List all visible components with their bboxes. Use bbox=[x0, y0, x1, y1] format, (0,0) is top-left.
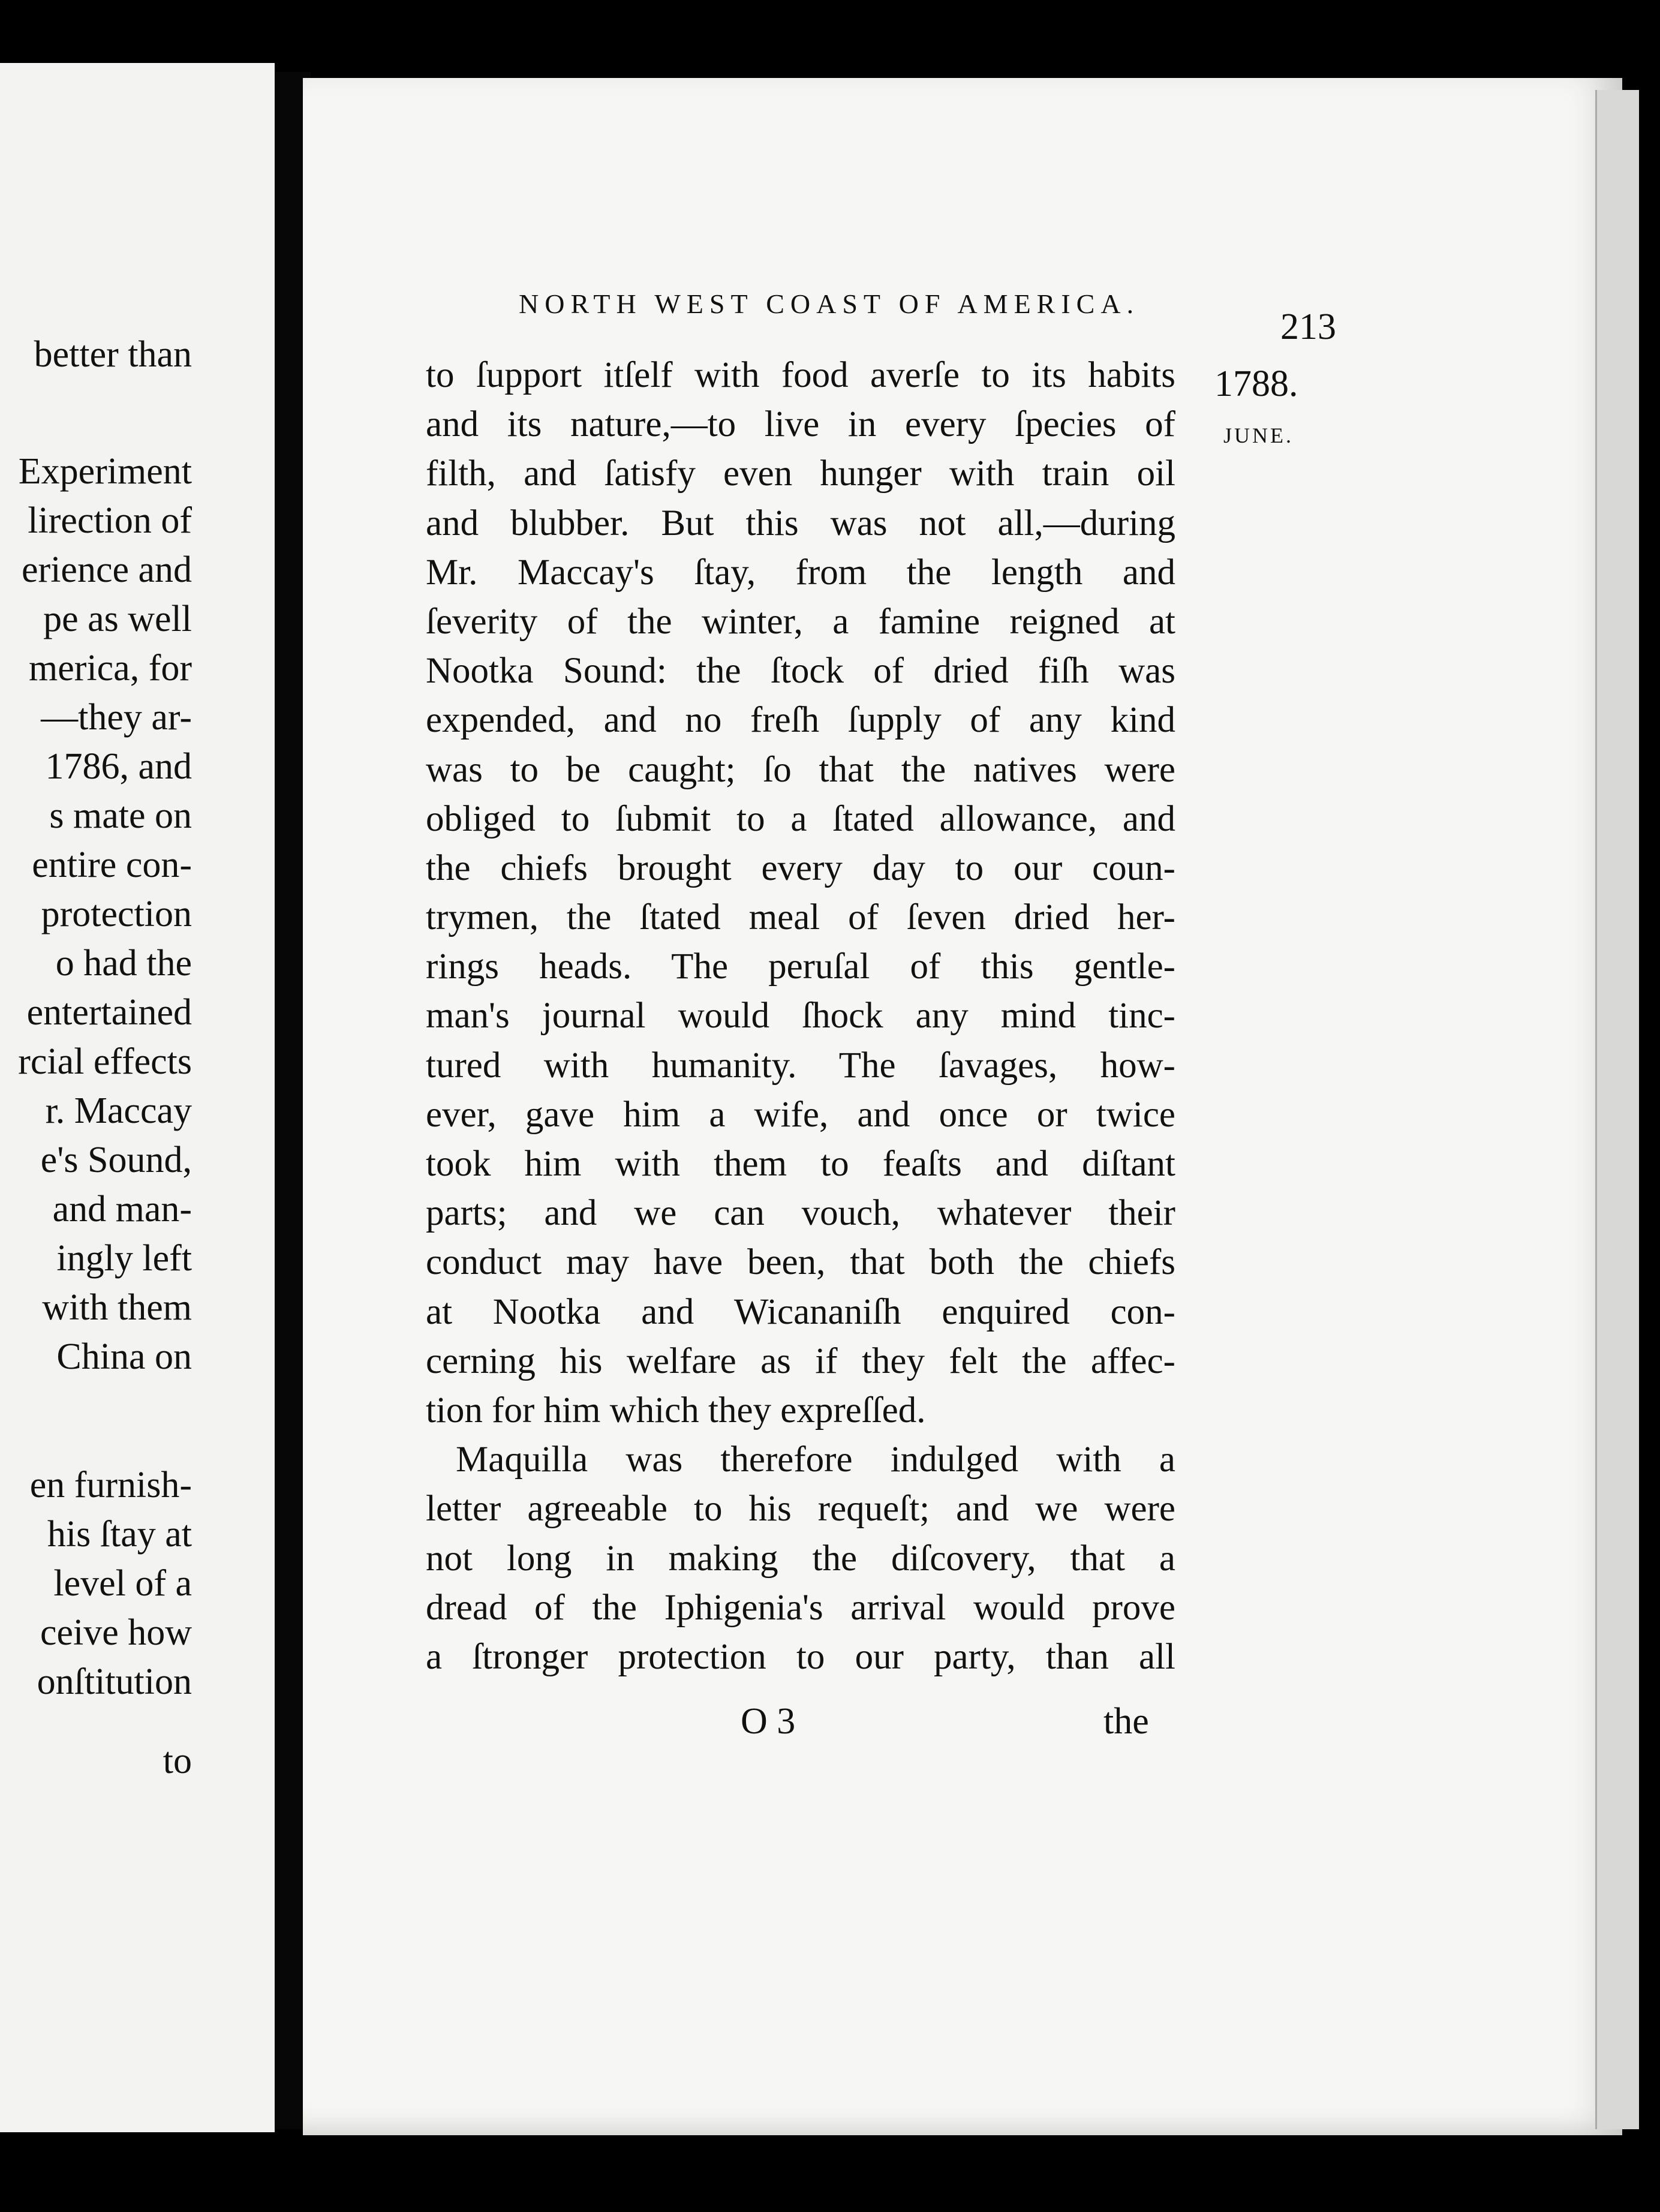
text-line: ever, gave him a wife, and once or twice bbox=[426, 1094, 1175, 1135]
left-line: protection bbox=[41, 894, 192, 934]
left-line: s mate on bbox=[49, 795, 192, 836]
left-line: pe as well bbox=[43, 599, 192, 639]
text-line: was to be caught; ſo that the natives were bbox=[426, 749, 1175, 790]
text-line: expended, and no freſh ſupply of any kind bbox=[426, 700, 1175, 741]
text-line: conduct may have been, that both the chiefs bbox=[426, 1242, 1175, 1283]
left-line: merica, for bbox=[29, 648, 192, 689]
left-line: ingly left bbox=[56, 1238, 192, 1279]
text-line: not long in making the diſcovery, that a bbox=[426, 1538, 1175, 1579]
catchword: the bbox=[1103, 1701, 1149, 1742]
left-line: his ſtay at bbox=[47, 1514, 192, 1555]
text-line: cerning his welfare as if they felt the affec- bbox=[426, 1341, 1175, 1381]
left-line: China on bbox=[56, 1336, 192, 1377]
text-line: to ſupport itſelf with food averſe to its habits bbox=[426, 355, 1175, 395]
text-line: tured with humanity. The ſavages, how- bbox=[426, 1045, 1175, 1086]
left-line: entire con- bbox=[32, 844, 192, 885]
text-line: Nootka Sound: the ſtock of dried fiſh was bbox=[426, 651, 1175, 692]
text-line: a ſtronger protection to our party, than all bbox=[426, 1636, 1175, 1677]
left-line: entertained bbox=[26, 992, 192, 1033]
left-line: —they ar- bbox=[41, 697, 192, 738]
text-line: parts; and we can vouch, whatever their bbox=[426, 1193, 1175, 1234]
left-line: rcial effects bbox=[18, 1041, 192, 1082]
margin-note-month: JUNE. bbox=[1223, 423, 1294, 447]
text-line: obliged to ſubmit to a ſtated allowance, and bbox=[426, 798, 1175, 839]
text-line: and its nature,—to live in every ſpecies of bbox=[426, 404, 1175, 445]
text-line: filth, and ſatisfy even hunger with train oil bbox=[426, 453, 1175, 494]
text-line: Maquilla was therefore indulged with a bbox=[456, 1439, 1175, 1480]
text-line: at Nootka and Wicananiſh enquired con- bbox=[426, 1291, 1175, 1332]
text-line: the chiefs brought every day to our coun- bbox=[426, 847, 1175, 888]
text-line: tion for him which they expreſſed. bbox=[426, 1390, 926, 1430]
left-line: better than bbox=[34, 334, 192, 375]
body-text bbox=[426, 351, 1175, 1682]
text-line: took him with them to feaſts and diſtant bbox=[426, 1144, 1175, 1184]
left-line: r. Maccay bbox=[45, 1090, 192, 1131]
left-line: erience and bbox=[22, 549, 192, 590]
text-line: and blubber. But this was not all,—during bbox=[426, 503, 1175, 543]
left-line: onſtitution bbox=[37, 1661, 192, 1702]
text-line: Mr. Maccay's ſtay, from the length and bbox=[426, 552, 1175, 593]
left-line: lirection of bbox=[28, 500, 192, 541]
left-line: o had the bbox=[55, 943, 192, 984]
left-line: level of a bbox=[53, 1563, 192, 1604]
signature-mark: O 3 bbox=[741, 1701, 796, 1742]
left-line: e's Sound, bbox=[40, 1140, 192, 1180]
left-line: with them bbox=[42, 1287, 192, 1328]
left-line: ceive how bbox=[40, 1612, 192, 1653]
text-line: man's journal would ſhock any mind tinc- bbox=[426, 996, 1175, 1036]
running-header: NORTH WEST COAST OF AMERICA. bbox=[519, 288, 1140, 319]
text-line: letter agreeable to his requeſt; and we were bbox=[426, 1489, 1175, 1529]
left-line: en furnish- bbox=[29, 1465, 192, 1505]
page-edge bbox=[1595, 90, 1639, 2129]
left-line: to bbox=[163, 1741, 192, 1781]
left-line: Experiment bbox=[18, 451, 192, 492]
left-line: and man- bbox=[52, 1189, 192, 1230]
left-page bbox=[0, 63, 275, 2132]
left-line: 1786, and bbox=[45, 746, 192, 787]
text-line: dread of the Iphigenia's arrival would prove bbox=[426, 1587, 1175, 1628]
text-line: ſeverity of the winter, a famine reigned at bbox=[426, 601, 1175, 642]
text-line: trymen, the ſtated meal of ſeven dried her- bbox=[426, 897, 1175, 938]
margin-note-year: 1788. bbox=[1214, 363, 1298, 404]
text-line: rings heads. The peruſal of this gentle- bbox=[426, 946, 1175, 987]
page-number: 213 bbox=[1280, 306, 1336, 347]
